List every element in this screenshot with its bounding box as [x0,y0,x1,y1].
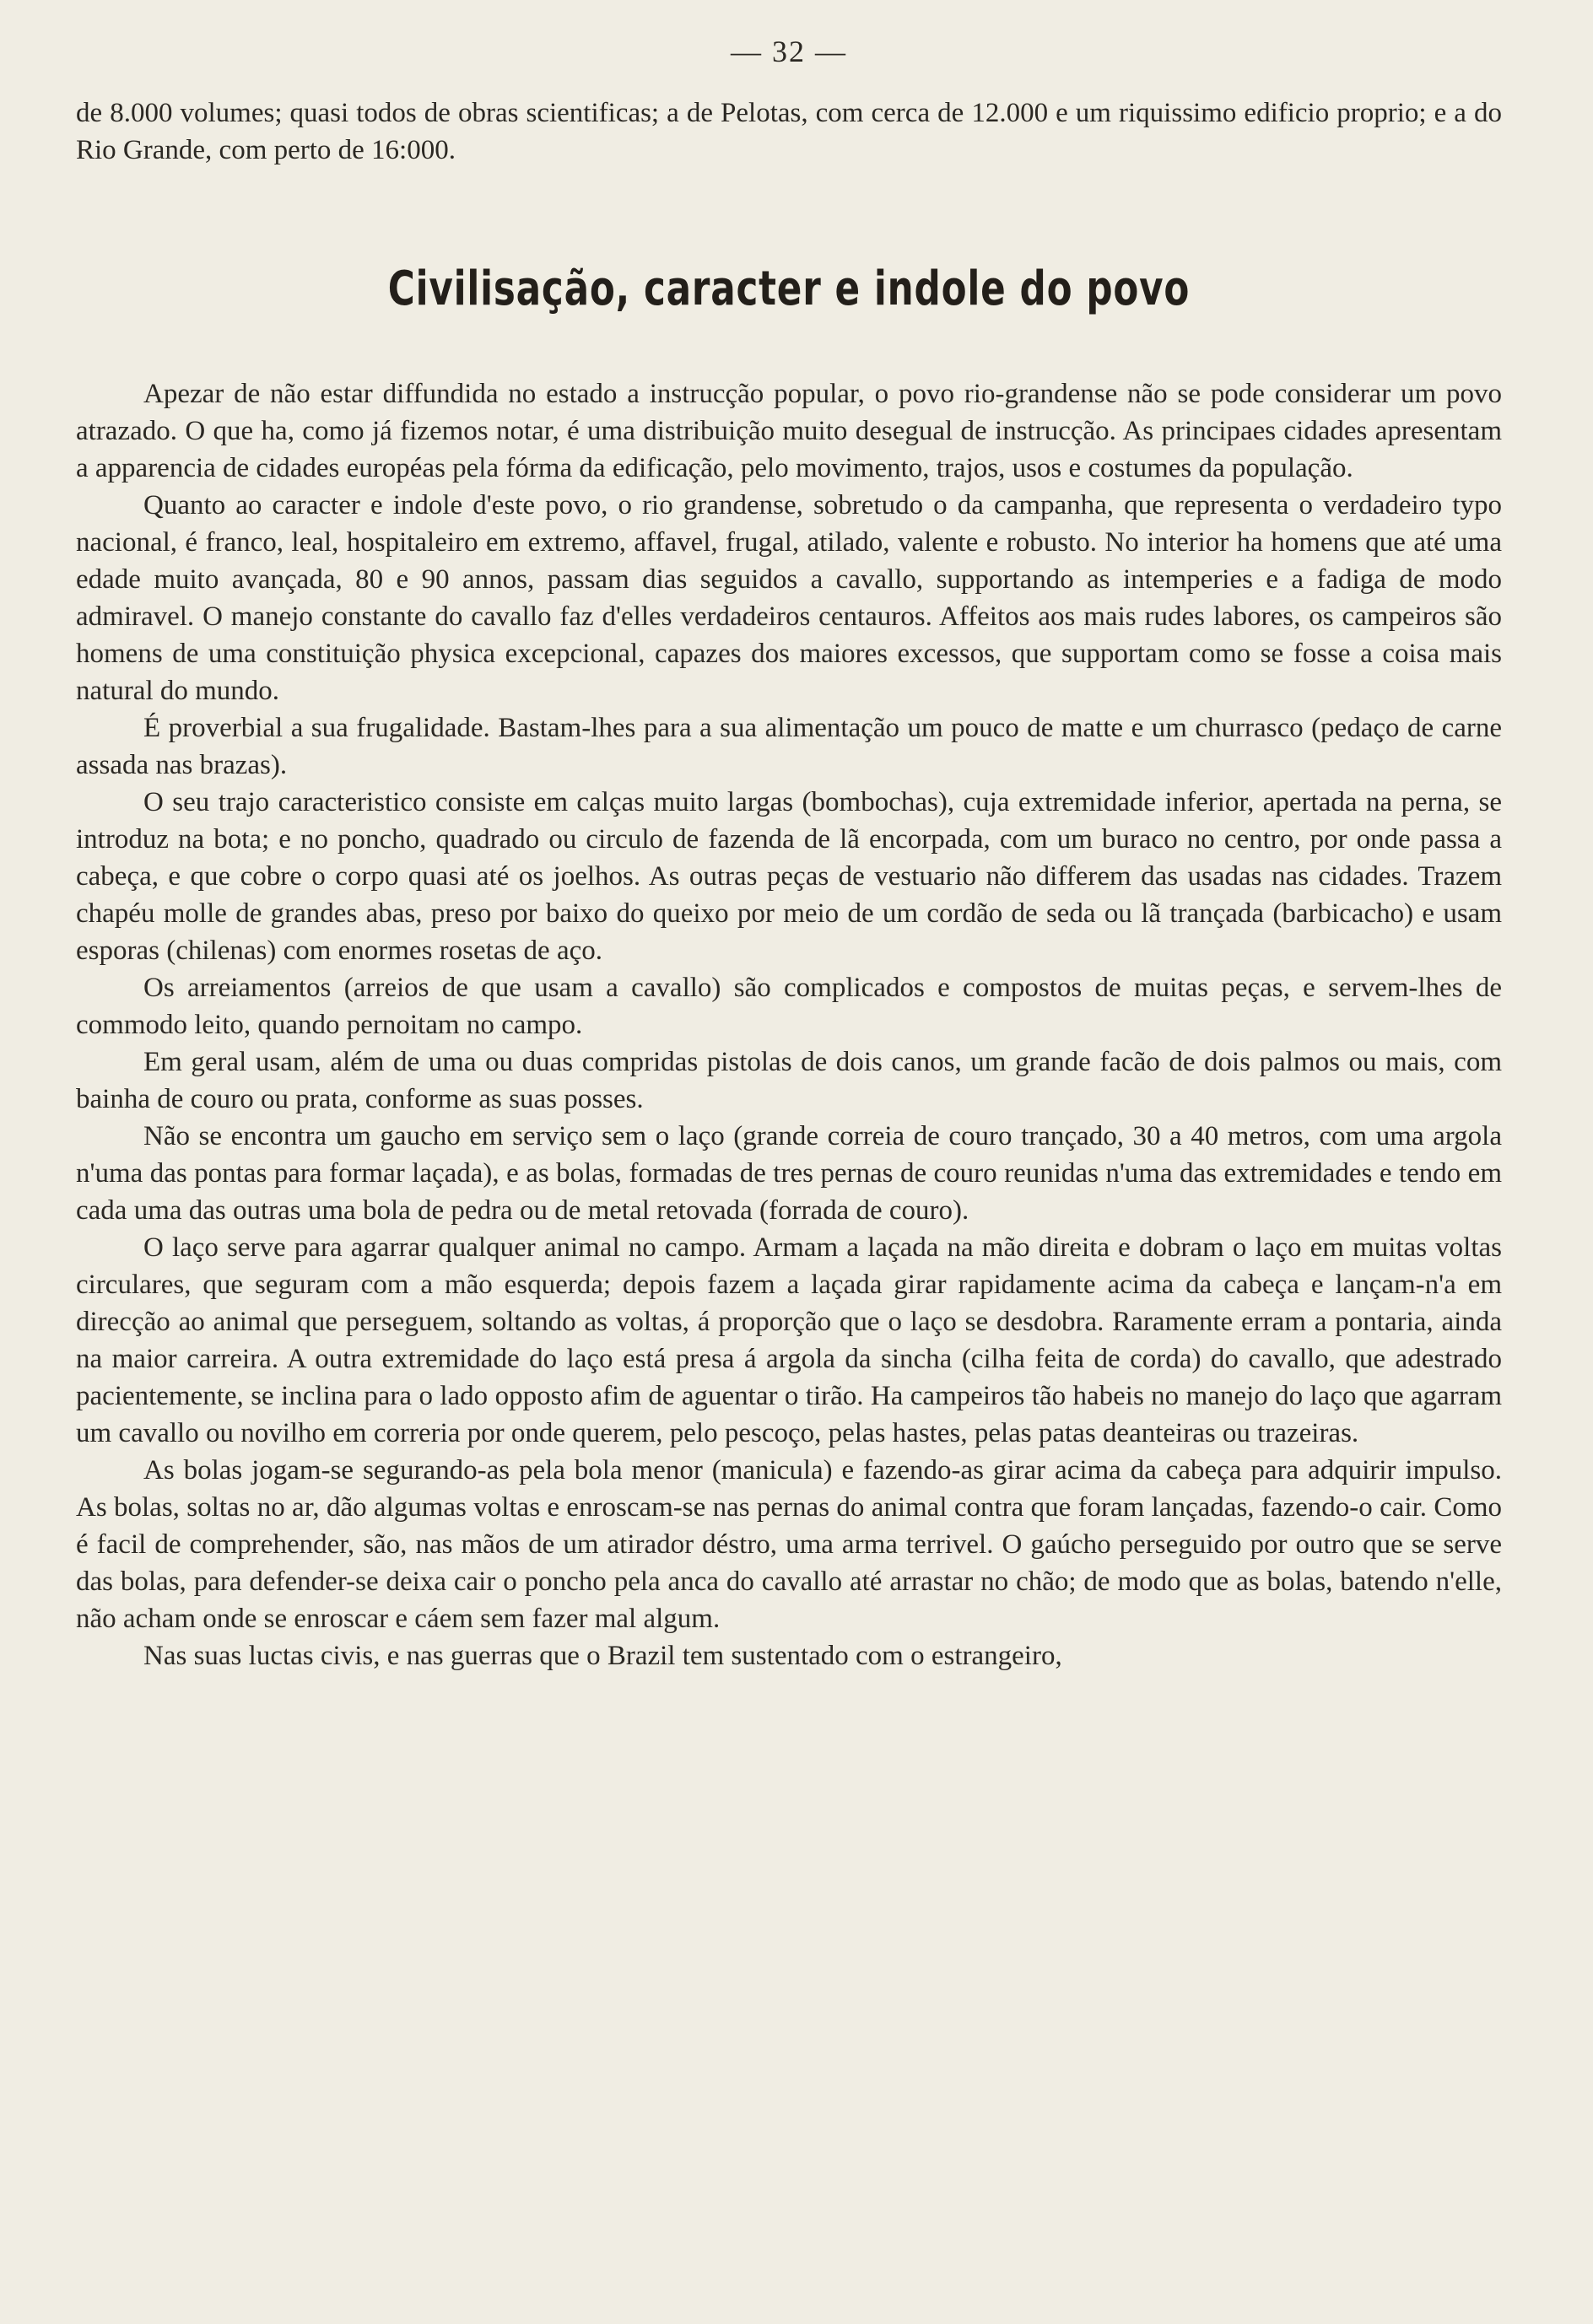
paragraph: As bolas jogam-se segurando-as pela bola menor (manicula) e fazendo-as girar acima da cabeça para adquirir impulso. As bolas, soltas no ar, dão algumas voltas e enroscam-se nas pernas do animal contra que foram lançadas, fazendo-o cair. Como é facil de comprehender, são, nas mãos de um atirador déstro, uma arma terrivel. O gaúcho perseguido por outro que se serve das bolas, para defender-se deixa cair o poncho pela anca do cavallo até arrastar no chão; de modo que as bolas, batendo n'elle, não acham onde se enroscar e cáem sem fazer mal algum. [76,1455,1502,1634]
document-page [76,34,1502,2294]
paragraph: Apezar de não estar diffundida no estado a instrucção popular, o povo rio-grandense não se pode considerar um povo atrazado. O que ha, como já fizemos notar, é uma distribuição muito desegual de instrucção. As principaes cidades apresentam a apparencia de cidades européas pela fórma da edificação, pelo movimento, trajos, usos e costumes da população. [76,379,1502,483]
body-text [76,375,1502,1674]
section-title: Civilisação, caracter e indole do povo [387,262,1191,316]
intro-text [76,94,1502,169]
paragraph: Não se encontra um gaucho em serviço sem o laço (grande correia de couro trançado, 30 a 40 metros, com uma argola n'uma das pontas para formar laçada), e as bolas, formadas de tres pernas de couro reunidas n'uma das extremidades e tendo em cada uma das outras uma bola de pedra ou de metal retovada (forrada de couro). [76,1121,1502,1226]
paragraph: Quanto ao caracter e indole d'este povo, o rio grandense, sobretudo o da campanha, que representa o verdadeiro typo nacional, é franco, leal, hospitaleiro em extremo, affavel, frugal, atilado, valente e robusto. No interior ha homens que até uma edade muito avançada, 80 e 90 annos, passam dias seguidos a cavallo, supportando as intemperies e a fadiga de modo admiravel. O manejo constante do cavallo faz d'elles verdadeiros centauros. Affeitos aos mais rudes labores, os campeiros são homens de uma constituição physica excepcional, capazes dos maiores excessos, que supportam como se fosse a coisa mais natural do mundo. [76,490,1502,706]
paragraph: É proverbial a sua frugalidade. Bastam-lhes para a sua alimentação um pouco de matte e um churrasco (pedaço de carne assada nas brazas). [76,713,1502,780]
paragraph: Nas suas luctas civis, e nas guerras que o Brazil tem sustentado com o estrangeiro, [143,1641,1062,1671]
paragraph: Os arreiamentos (arreios de que usam a cavallo) são complicados e compostos de muitas peças, e servem-lhes de commodo leito, quando pernoitam no campo. [76,973,1502,1040]
paragraph: Em geral usam, além de uma ou duas compridas pistolas de dois canos, um grande facão de dois palmos ou mais, com bainha de couro ou prata, conforme as suas posses. [76,1047,1502,1114]
intro-paragraph: de 8.000 volumes; quasi todos de obras scientificas; a de Pelotas, com cerca de 12.000 e um riquissimo edificio proprio; e a do Rio Grande, com perto de 16:000. [76,98,1502,165]
page-number: — 32 — [731,35,847,68]
paragraph: O seu trajo caracteristico consiste em calças muito largas (bombochas), cuja extremidade inferior, apertada na perna, se introduz na bota; e no poncho, quadrado ou circulo de fazenda de lã encorpada, com um buraco no centro, por onde passa a cabeça, e que cobre o corpo quasi até os joelhos. As outras peças de vestuario não differem das usadas nas cidades. Trazem chapéu molle de grandes abas, preso por baixo do queixo por meio de um cordão de seda ou lã trançada (barbicacho) e usam esporas (chilenas) com enormes rosetas de aço. [76,787,1502,966]
paragraph: O laço serve para agarrar qualquer animal no campo. Armam a laçada na mão direita e dobram o laço em muitas voltas circulares, que seguram com a mão esquerda; depois fazem a laçada girar rapidamente acima da cabeça e lançam-n'a em direcção ao animal que perseguem, soltando as voltas, á proporção que o laço se desdobra. Raramente erram a pontaria, ainda na maior carreira. A outra extremidade do laço está presa á argola da sincha (cilha feita de corda) do cavallo, que adestrado pacientemente, se inclina para o lado opposto afim de aguentar o tirão. Ha campeiros tão habeis no manejo do laço que agarram um cavallo ou novilho em correria por onde querem, pelo pescoço, pelas hastes, pelas patas deanteiras ou trazeiras. [76,1232,1502,1448]
